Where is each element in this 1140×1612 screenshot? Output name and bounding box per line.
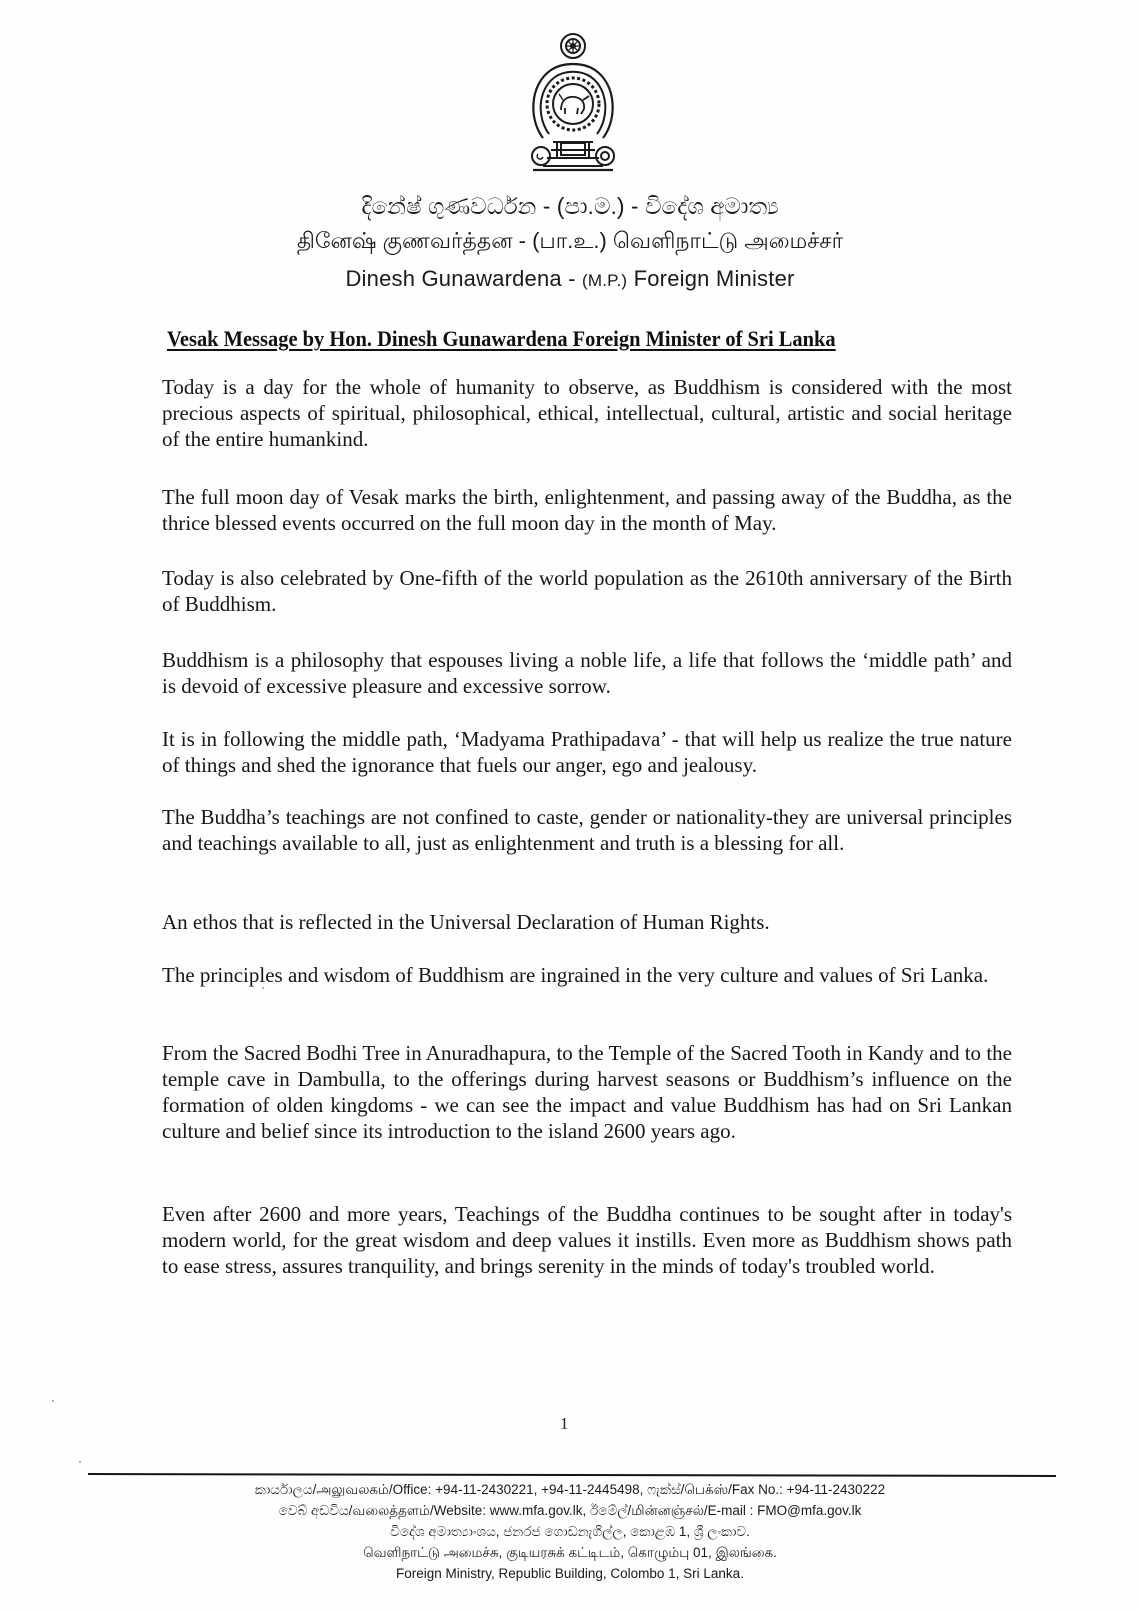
paragraph: An ethos that is reflected in the Universal Declaration of Human Rights. bbox=[162, 910, 770, 934]
paragraph: From the Sacred Bodhi Tree in Anuradhapura, to the Temple of the Sacred Tooth in Kandy and to the temple cave in Dambulla, to the offerings during harvest seasons or Buddhism’s influence on the formation of olden kingdoms - we can see the impact and value Buddhism has had on Sri Lankan culture and belief since its introduction to the island 2600 years ago. bbox=[162, 1041, 1012, 1143]
paragraph: Even after 2600 and more years, Teachings of the Buddha continues to be sought after in today's modern world, for the great wisdom and deep values it instills. Even more as Buddhism shows path to ease stress, assures tranquility, and brings serenity in the minds of today's troubled world. bbox=[162, 1202, 1012, 1278]
scan-speck bbox=[262, 987, 264, 989]
paragraph: The Buddha’s teachings are not confined to caste, gender or nationality-they are universal principles and teachings available to all, just as enlightenment and truth is a blessing for all. bbox=[162, 805, 1012, 855]
letterhead-name-english bbox=[0, 266, 1140, 292]
paragraph: Today is a day for the whole of humanity to observe, as Buddhism is considered with the most precious aspects of spiritual, philosophical, ethical, intellectual, cultural, artistic and social heritage of the entire humankind. bbox=[162, 375, 1012, 451]
paragraph: Today is also celebrated by One-fifth of the world population as the 2610th anniversary of the Birth of Buddhism. bbox=[162, 566, 1012, 616]
document-title: Vesak Message by Hon. Dinesh Gunawardena Foreign Minister of Sri Lanka bbox=[167, 326, 836, 351]
paragraph: Buddhism is a philosophy that espouses living a noble life, a life that follows the ‘middle path’ and is devoid of excessive pleasure and excessive sorrow. bbox=[162, 648, 1012, 698]
scan-speck bbox=[52, 1400, 54, 1402]
footer-address-english: Foreign Ministry, Republic Building, Colombo 1, Sri Lanka. bbox=[396, 1566, 744, 1581]
scan-speck bbox=[79, 1461, 81, 1463]
footer-address-sinhala: විදේශ අමාත්‍යාංශය, ජනරජ ගොඩනැගිල්ල, කොළඹ 1, ශ්‍රී ලංකාව. bbox=[390, 1524, 750, 1539]
minister-title: Foreign Minister bbox=[627, 266, 795, 291]
letterhead-name-sinhala: දිනේෂ් ගුණවර්ධන - (පා.ම.) - විදේශ අමාත්‍ය bbox=[361, 193, 779, 219]
paragraph: The principles and wisdom of Buddhism are ingrained in the very culture and values of Sri Lanka. bbox=[162, 963, 989, 987]
footer-address-tamil: வெளிநாட்டு அமைச்சு, குடியரசுக் கட்டிடம், கொழும்பு 01, இலங்கை. bbox=[363, 1545, 777, 1560]
letterhead-name-tamil: தினேஷ் குணவர்த்தன - (பா.உ.) வெளிநாட்டு அமைச்சர் bbox=[296, 228, 844, 253]
paragraph: The full moon day of Vesak marks the birth, enlightenment, and passing away of the Buddha, as the thrice blessed events occurred on the full moon day in the month of May. bbox=[162, 485, 1012, 535]
mp-abbreviation: (M.P.) bbox=[582, 271, 628, 290]
footer-contact-web: වෙබ් අඩවිය/வலைத்தளம்/Website: www.mfa.gov.lk, ඊමේල්/மின்னஞ்சல்/E-mail : FMO@mfa.gov.lk bbox=[278, 1503, 862, 1518]
minister-name: Dinesh Gunawardena - bbox=[345, 266, 583, 291]
page-number: 1 bbox=[560, 1414, 569, 1433]
footer-contact-phone: කාර්යාලය/அலுவலகம்/Office: +94-11-2430221, +94-11-2445498, ෆැක්ස්/பெக்ஸ்/Fax No.: +94-11-2430222 bbox=[254, 1482, 886, 1497]
paragraph: It is in following the middle path, ‘Madyama Prathipadava’ - that will help us realize the true nature of things and shed the ignorance that fuels our anger, ego and jealousy. bbox=[162, 727, 1012, 777]
national-emblem-icon bbox=[523, 30, 623, 178]
footer-divider bbox=[88, 1473, 1056, 1477]
